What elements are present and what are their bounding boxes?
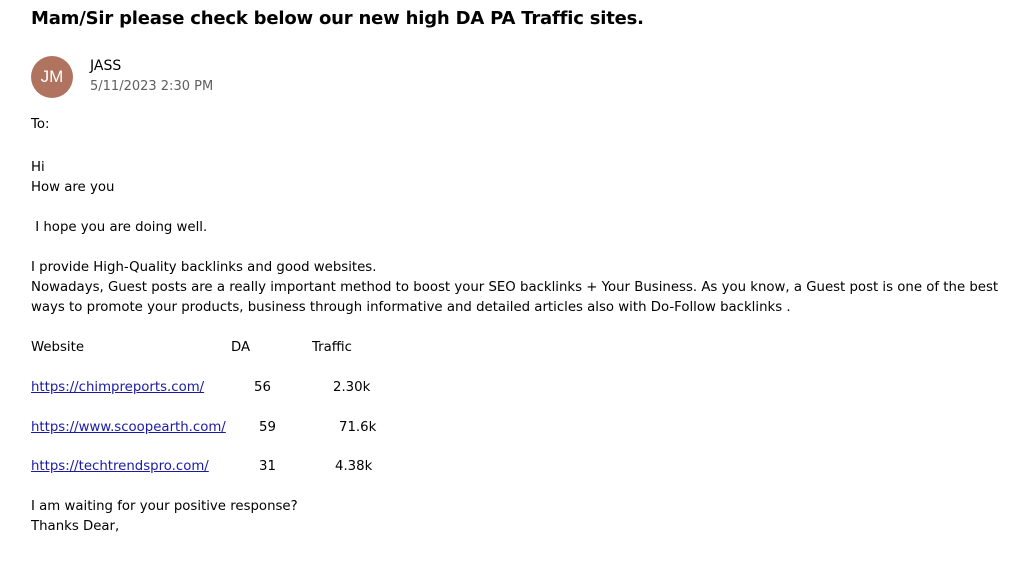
- to-label: To:: [31, 117, 50, 132]
- sender-name[interactable]: JASS: [90, 58, 122, 74]
- nowadays-paragraph: Nowadays, Guest posts are a really important method to boost your SEO backlinks + Your Business. As you know, a Guest post is one of the best ways to promote your products, business through informative and detailed articles also with Do-Follow backlinks .: [31, 280, 999, 315]
- hope-text: I hope you are doing well.: [31, 220, 208, 235]
- provide-text: I provide High-Quality backlinks and good websites.: [31, 260, 377, 275]
- da-value: 56: [254, 380, 271, 395]
- traffic-value: 2.30k: [333, 380, 371, 395]
- greeting-text: Hi: [31, 160, 45, 175]
- website-link[interactable]: https://www.scoopearth.com/: [31, 420, 226, 435]
- website-link[interactable]: https://techtrendspro.com/: [31, 459, 209, 474]
- table-header-website: Website: [31, 340, 85, 355]
- closing-text: Thanks Dear,: [31, 519, 120, 534]
- sent-date: 5/11/2023 2:30 PM: [90, 79, 214, 94]
- da-value: 31: [259, 459, 276, 474]
- traffic-value: 71.6k: [339, 420, 377, 435]
- table-header-traffic: Traffic: [312, 340, 352, 355]
- waiting-text: I am waiting for your positive response?: [31, 499, 298, 514]
- website-link[interactable]: https://chimpreports.com/: [31, 380, 205, 395]
- traffic-value: 4.38k: [335, 459, 373, 474]
- da-value: 59: [259, 420, 276, 435]
- sender-initials: JM: [40, 67, 64, 86]
- how-are-you-text: How are you: [31, 180, 115, 195]
- sender-avatar: [31, 56, 73, 98]
- table-header-da: DA: [231, 340, 251, 355]
- email-subject: Mam/Sir please check below our new high DA PA Traffic sites.: [31, 8, 644, 29]
